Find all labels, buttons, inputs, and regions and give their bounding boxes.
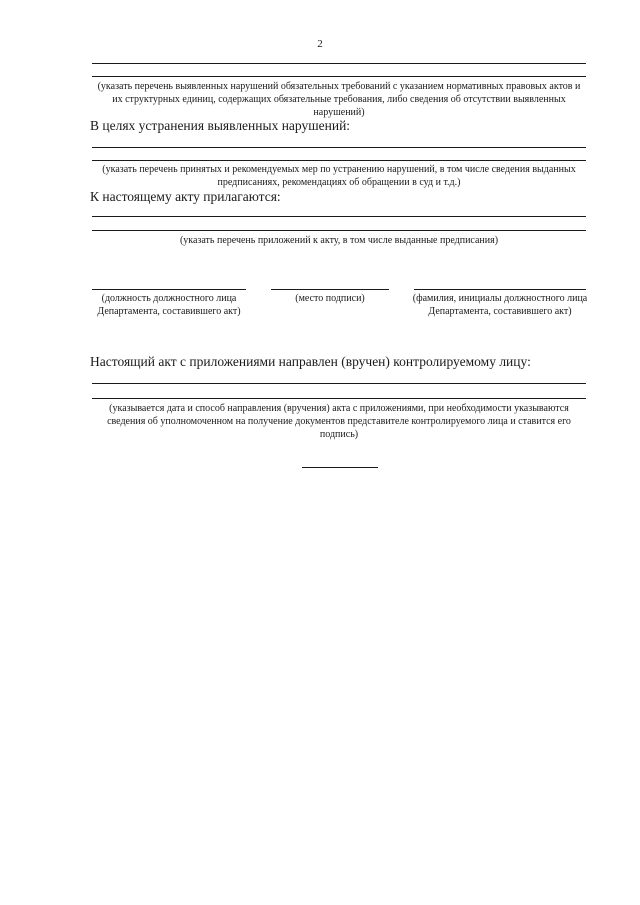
measures-note: (указать перечень принятых и рекомендуемых мер по устранению нарушений, в том числе сведения выданных предписаниях, рекомендациях об обращении в суд и т.д.) xyxy=(102,164,576,188)
signature-name-line xyxy=(414,289,586,290)
fill-line-delivery-2 xyxy=(92,398,586,399)
signature-position-label: (должность должностного лица Департамента, составившего акт) xyxy=(97,293,241,317)
elimination-heading: В целях устранения выявленных нарушений: xyxy=(90,118,351,133)
attachments-note: (указать перечень приложений к акту, в том числе выданные предписания) xyxy=(179,235,499,246)
fill-line-delivery-1 xyxy=(92,383,586,384)
fill-line-attachments-1 xyxy=(92,216,586,217)
signature-place-line xyxy=(271,289,389,290)
fill-line-violations-1 xyxy=(92,63,586,64)
end-of-document-rule xyxy=(302,467,378,468)
fill-line-measures-1 xyxy=(92,147,586,148)
signature-name-label: (фамилия, инициалы должностного лица Департамента, составившего акт) xyxy=(412,293,588,317)
attachments-heading: К настоящему акту прилагаются: xyxy=(90,189,281,204)
fill-line-violations-2 xyxy=(92,76,586,77)
violations-note: (указать перечень выявленных нарушений обязательных требований с указанием нормативных правовых актов и их структурных единиц, содержащих обязательные требования, либо сведения об отсутствии выявленных нарушений) xyxy=(97,81,581,118)
delivery-note: (указывается дата и способ направления (вручения) акта с приложениями, при необходимости указываются сведения об уполномоченном на получение документов представителе контролируемого лица и ставится его подпись) xyxy=(107,403,571,440)
fill-line-measures-2 xyxy=(92,160,586,161)
signature-position-line xyxy=(92,289,246,290)
signature-place-label: (место подписи) xyxy=(295,293,365,304)
page-number: 2 xyxy=(317,38,323,50)
delivery-heading: Настоящий акт с приложениями направлен (вручен) контролируемому лицу: xyxy=(90,354,531,369)
fill-line-attachments-2 xyxy=(92,230,586,231)
